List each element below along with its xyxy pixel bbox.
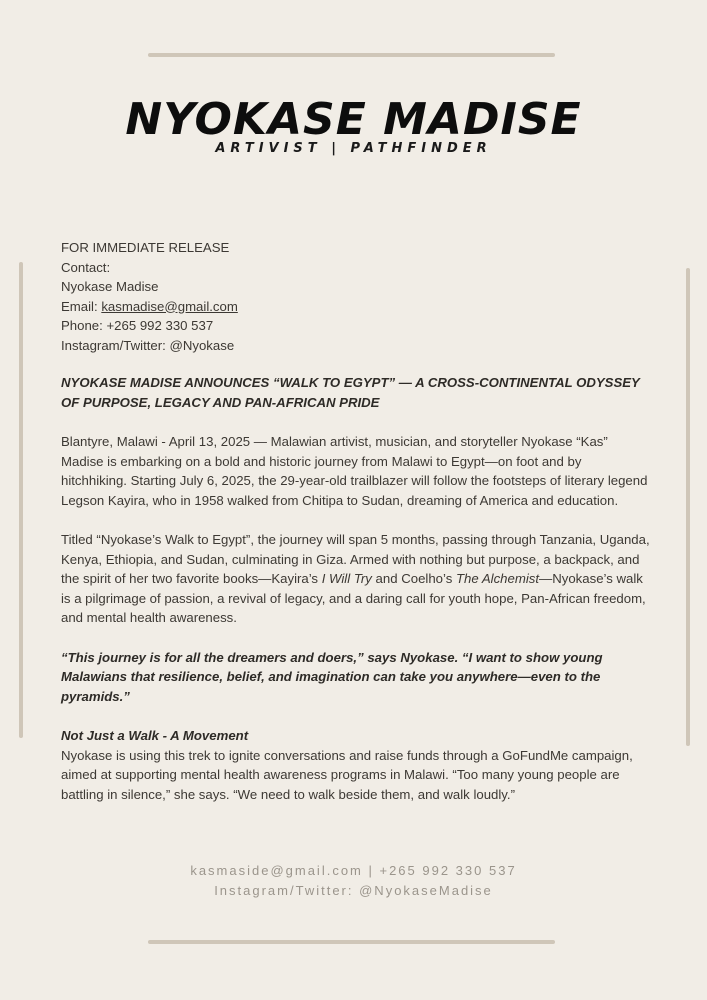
artist-name-logo: NYOKASE MADISE	[125, 94, 582, 145]
book-title-the-alchemist: The Alchemist	[455, 571, 540, 586]
pull-quote: “This journey is for all the dreamers and doers,” says Nyokase. “I want to show young Malawians that resilience, belief, and imagination can take you anywhere—even to the pyramids.”	[61, 649, 603, 704]
email-line	[61, 297, 651, 317]
footer-social-line: Instagram/Twitter: @NyokaseMadise	[214, 883, 493, 898]
body-paragraph-3: Nyokase is using this trek to ignite conversations and raise funds through a GoFundMe campaign, aimed at supporting mental health awareness programs in Malawi. “Too many young people are battling in silence,” she says. “We need to walk beside them, and walk loudly.”	[61, 747, 633, 802]
paragraph-2-part-c: —Nyokase’s walk is a pilgrimage of passion, a revival of legacy, and a daring call for youth hope, Pan-African freedom, and mental health awareness.	[61, 571, 646, 625]
right-decorative-rule	[686, 268, 690, 746]
press-release-content	[61, 238, 651, 804]
book-title-i-will-try: I Will Try	[321, 571, 372, 586]
contact-label: Contact:	[61, 259, 111, 275]
body-paragraph-1: Blantyre, Malawi - April 13, 2025 — Malawian artivist, musician, and storyteller Nyokase “Kas” Madise is embarking on a bold and historic journey from Malawi to Egypt—on foot and by hitchhiking. Starting July 6, 2025, the 29-year-old trailblazer will follow the footsteps of literary legend Legson Kayira, who in 1958 walked from Chitipa to Sudan, dreaming of America and education.	[61, 434, 648, 508]
tagline: ARTIVIST | PATHFINDER	[215, 141, 492, 156]
contact-name: Nyokase Madise	[61, 279, 159, 294]
release-label: FOR IMMEDIATE RELEASE	[61, 240, 230, 255]
email-link[interactable]: kasmadise@gmail.com	[101, 298, 238, 314]
top-decorative-rule	[148, 53, 555, 57]
email-label: Email:	[61, 298, 102, 314]
bottom-decorative-rule	[148, 940, 555, 944]
footer-contact-line: kasmaside@gmail.com | +265 992 330 537	[190, 863, 517, 878]
contact-block	[61, 238, 651, 355]
body-paragraph-2	[61, 530, 651, 628]
paragraph-2-part-a: Titled “Nyokase’s Walk to Egypt”, the journey will span 5 months, passing through Tanzania, Uganda, Kenya, Ethiopia, and Sudan, culminating in Giza. Armed with nothing but purpose, a backpack, and the spirit of her two favorite books—Kayira’s	[61, 532, 650, 586]
phone-line: Phone: +265 992 330 537	[61, 318, 214, 333]
section-subheading: Not Just a Walk - A Movement	[61, 728, 249, 743]
headline: NYOKASE MADISE ANNOUNCES “WALK TO EGYPT” — A CROSS-CONTINENTAL ODYSSEY OF PURPOSE, LEGACY AND PAN-AFRICAN PRIDE	[61, 375, 640, 410]
paragraph-2-part-b: and Coelho’s	[371, 571, 456, 586]
social-line: Instagram/Twitter: @Nyokase	[61, 337, 235, 353]
left-decorative-rule	[19, 262, 23, 738]
